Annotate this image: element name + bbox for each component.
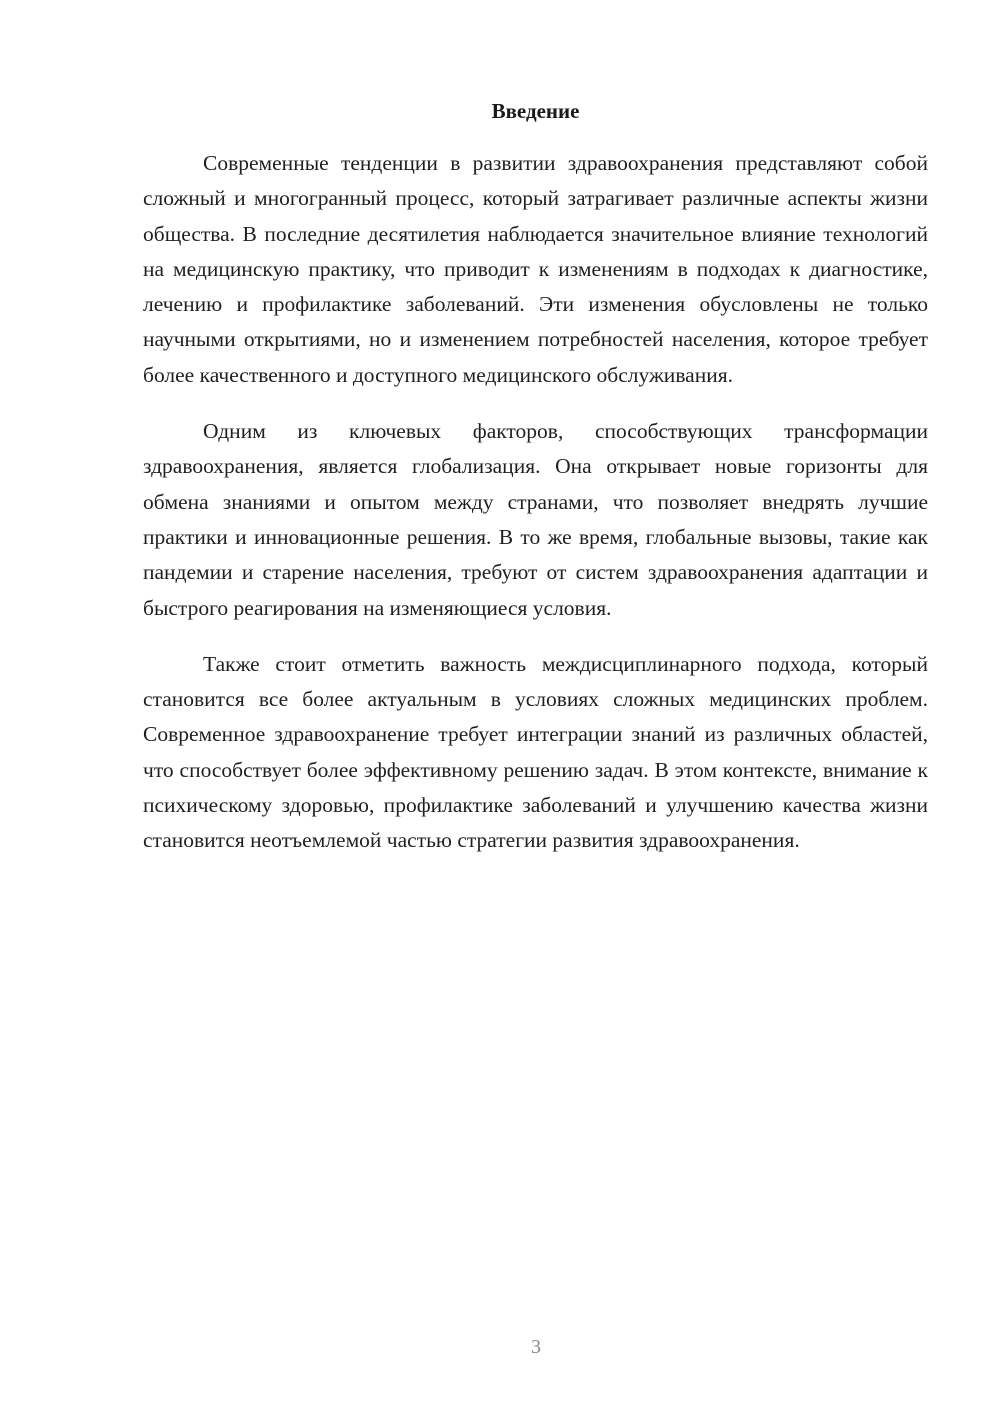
- paragraph-3: Также стоит отметить важность междисциплинарного подхода, который становится все более актуальным в условиях сложных медицинских проблем. Современное здравоохранение требует интеграции знаний из различных областей, что способствует более эффективному решению задач. В этом контексте, внимание к психическому здоровью, профилактике заболеваний и улучшению качества жизни становится неотъемлемой частью стратегии развития здравоохранения.: [143, 651, 928, 853]
- paragraph-1: Современные тенденции в развитии здравоохранения представляют собой сложный и многогранный процесс, который затрагивает различные аспекты жизни общества. В последние десятилетия наблюдается значительное влияние технологий на медицинскую практику, что приводит к изменениям в подходах к диагностике, лечению и профилактике заболеваний. Эти изменения обусловлены не только научными открытиями, но и изменением потребностей населения, которое требует более качественного и доступного медицинского обслуживания.: [143, 151, 928, 387]
- page-title: Введение: [491, 99, 580, 123]
- page-number: 3: [531, 1336, 541, 1358]
- paragraph-2: Одним из ключевых факторов, способствующих трансформации здравоохранения, является глобализация. Она открывает новые горизонты для обмена знаниями и опытом между странами, что позволяет внедрять лучшие практики и инновационные решения. В то же время, глобальные вызовы, такие как пандемии и старение населения, требуют от систем здравоохранения адаптации и быстрого реагирования на изменяющиеся условия.: [143, 419, 928, 620]
- page-content: [143, 96, 928, 880]
